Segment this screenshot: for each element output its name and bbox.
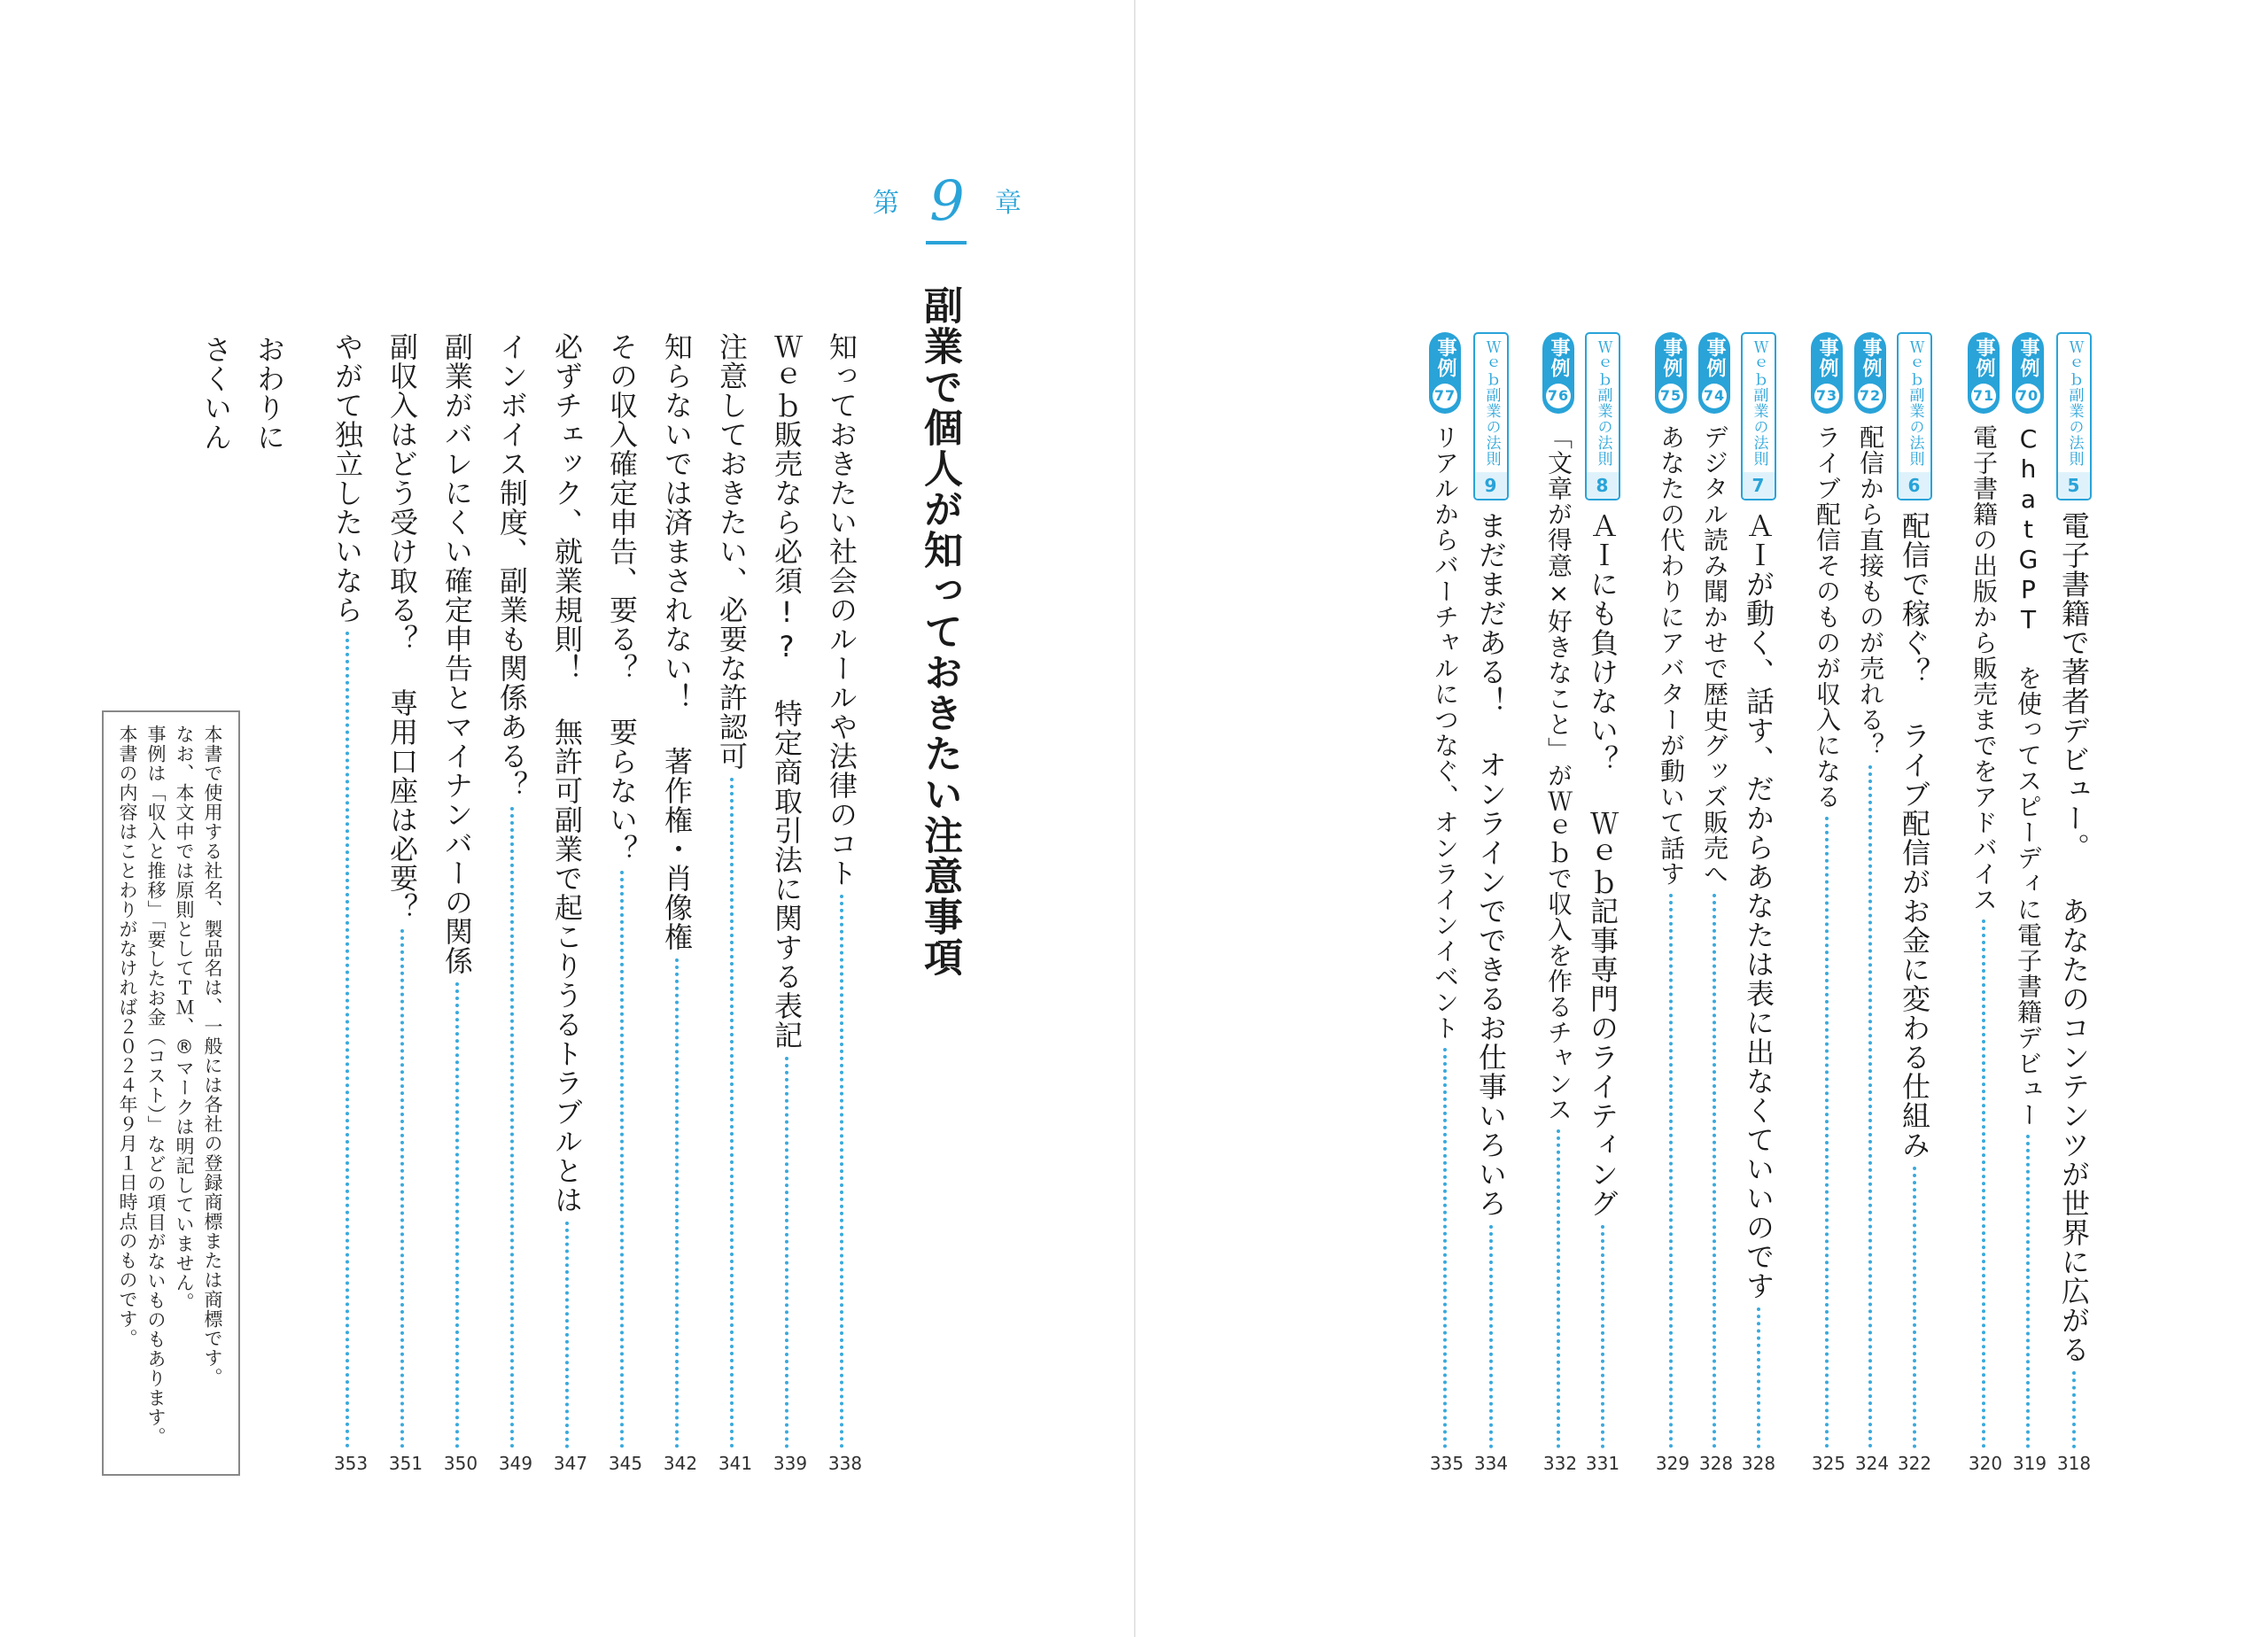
entry-title: あなたの代わりにアバターが動いて話す <box>1657 424 1686 887</box>
chapter-prefix: 第 <box>873 188 899 219</box>
chapter-rule <box>926 241 967 244</box>
badge-label: Ｗｅｂ副業の法則 <box>1750 339 1768 467</box>
entry-page-number: 331 <box>1585 1453 1620 1474</box>
leader-dots <box>346 632 349 1448</box>
leader-dots <box>1489 1225 1493 1448</box>
leader-dots <box>1982 919 1985 1448</box>
right-page <box>1137 0 2268 1637</box>
entry-title: ライブ配信そのものが収入になる <box>1813 424 1842 810</box>
note-line: 本書で使用する社名、製品名は、一般には各社の登録商標または商標です。 <box>202 725 223 1387</box>
leader-dots <box>455 982 459 1448</box>
leader-dots <box>1601 1225 1604 1448</box>
leader-dots <box>675 958 679 1448</box>
chapter-entry[interactable] <box>660 332 694 1457</box>
badge-label: 事例 <box>1660 337 1682 378</box>
leader-dots <box>1713 894 1716 1448</box>
badge-label: 事例 <box>1816 337 1838 378</box>
entry-title: その収入確定申告、要る？ 要らない？ <box>605 332 639 864</box>
entry-title: 知っておきたい社会のルールや法律のコト <box>825 332 858 888</box>
chapter-entry[interactable] <box>605 332 639 1457</box>
leader-dots <box>1913 1167 1916 1448</box>
entry-page-number: 318 <box>2056 1453 2092 1474</box>
entry-title: 配信から直接ものが売れる？ <box>1856 424 1885 758</box>
leader-dots <box>785 1057 788 1448</box>
chapter-number: 9 <box>929 168 965 233</box>
leader-dots <box>1557 1129 1560 1448</box>
badge-label: 事例 <box>1548 337 1570 378</box>
entry-page-number: 334 <box>1473 1453 1509 1474</box>
entry-page-number: 335 <box>1429 1453 1464 1474</box>
entry-page-number: 350 <box>443 1453 478 1474</box>
chapter-entry[interactable] <box>440 332 474 1457</box>
law-badge <box>2056 332 2092 500</box>
law-badge <box>1897 332 1932 500</box>
leader-dots <box>1868 765 1872 1448</box>
leader-dots <box>510 807 514 1448</box>
leader-dots <box>840 895 843 1448</box>
entry-title: まだまだある！ オンラインでできるお仕事いろいろ <box>1474 511 1508 1218</box>
entry-page-number: 332 <box>1542 1453 1578 1474</box>
chapter-entry[interactable] <box>495 332 529 1457</box>
badge-label: Ｗｅｂ副業の法則 <box>2065 339 2084 467</box>
leader-dots <box>730 778 734 1448</box>
case-badge <box>1542 332 1574 414</box>
toc-entry-case[interactable] <box>1698 332 1730 1457</box>
entry-page-number: 338 <box>827 1453 863 1474</box>
toc-entry-case[interactable] <box>1968 332 2000 1457</box>
book-gutter <box>1134 0 1136 1637</box>
case-badge <box>1854 332 1886 414</box>
toc-entry-law[interactable] <box>1585 332 1620 1457</box>
badge-number: 7 <box>1743 472 1775 499</box>
entry-title: 副収入はどう受け取る？ 専用口座は必要？ <box>385 332 419 922</box>
badge-number: 74 <box>1702 384 1727 408</box>
end-item-afterword[interactable]: おわりに <box>252 335 286 452</box>
law-badge <box>1473 332 1509 500</box>
entry-title: 注意しておきたい、必要な許認可 <box>715 332 749 771</box>
case-badge <box>1655 332 1687 414</box>
leader-dots <box>1757 1307 1760 1448</box>
leader-dots <box>620 871 624 1448</box>
entry-page-number: 328 <box>1741 1453 1776 1474</box>
note-line: 本書の内容はことわりがなければ２０２４年９月１日時点のものです。 <box>117 725 138 1348</box>
entry-page-number: 319 <box>2012 1453 2047 1474</box>
entry-page-number: 325 <box>1811 1453 1846 1474</box>
entry-title: デジタル読み聞かせで歴史グッズ販売へ <box>1700 424 1729 887</box>
entry-title: 「文章が得意×好きなこと」がＷｅｂで収入を作るチャンス <box>1544 424 1573 1122</box>
entry-page-number: 341 <box>718 1453 753 1474</box>
note-line: 事例は「収入と推移」「要したお金（コスト）」などの項目がないものもあります。 <box>145 725 167 1447</box>
badge-number: 72 <box>1858 384 1883 408</box>
badge-number: 75 <box>1658 384 1683 408</box>
badge-label: 事例 <box>1860 337 1882 378</box>
badge-label: 事例 <box>1973 337 1995 378</box>
toc-entry-law[interactable] <box>1473 332 1509 1457</box>
law-badge <box>1585 332 1620 500</box>
toc-entry-case[interactable] <box>1542 332 1574 1457</box>
toc-entry-case[interactable] <box>1854 332 1886 1457</box>
entry-title: インボイス制度、副業も関係ある？ <box>495 332 529 800</box>
badge-label: 事例 <box>1704 337 1726 378</box>
case-badge <box>1429 332 1461 414</box>
badge-number: 73 <box>1814 384 1839 408</box>
leader-dots <box>2072 1371 2076 1448</box>
end-item-index[interactable]: さくいん <box>199 335 233 452</box>
entry-page-number: 351 <box>388 1453 423 1474</box>
notes-box <box>102 710 240 1476</box>
entry-title: ＡＩにも負けない？ Ｗｅｂ記事専門のライティング <box>1586 511 1619 1218</box>
badge-number: 9 <box>1475 472 1507 499</box>
entry-page-number: 347 <box>553 1453 588 1474</box>
badge-label: Ｗｅｂ副業の法則 <box>1594 339 1612 467</box>
toc-entry-case[interactable] <box>1811 332 1843 1457</box>
case-badge <box>1811 332 1843 414</box>
entry-page-number: 324 <box>1854 1453 1890 1474</box>
badge-number: 76 <box>1546 384 1571 408</box>
entry-page-number: 342 <box>663 1453 698 1474</box>
entry-title: 電子書籍の出版から販売までをアドバイス <box>1969 424 1999 912</box>
badge-number: 8 <box>1587 472 1619 499</box>
badge-label: 事例 <box>1434 337 1456 378</box>
case-badge <box>1698 332 1730 414</box>
chapter-entry[interactable] <box>330 332 364 1457</box>
toc-entry-law[interactable] <box>1741 332 1776 1457</box>
badge-number: 71 <box>1971 384 1996 408</box>
entry-page-number: 322 <box>1897 1453 1932 1474</box>
entry-title: 電子書籍で著者デビュー。 あなたのコンテンツが世界に広がる <box>2057 511 2091 1364</box>
entry-title: Ｗｅｂ販売なら必須!? 特定商取引法に関する表記 <box>770 332 804 1050</box>
chapter-entry[interactable] <box>770 332 804 1457</box>
entry-page-number: 339 <box>773 1453 808 1474</box>
badge-label: Ｗｅｂ副業の法則 <box>1906 339 1924 467</box>
entry-page-number: 320 <box>1968 1453 2003 1474</box>
badge-label: 事例 <box>2017 337 2039 378</box>
badge-label: Ｗｅｂ副業の法則 <box>1482 339 1501 467</box>
leader-dots <box>565 1222 569 1448</box>
entry-title: ChatGPT を使ってスピーディに電子書籍デビュー <box>2014 424 2043 1128</box>
toc-entry-case[interactable] <box>2012 332 2044 1457</box>
entry-page-number: 349 <box>498 1453 533 1474</box>
chapter-label <box>873 168 1023 233</box>
toc-entry-case[interactable] <box>1655 332 1687 1457</box>
badge-number: 70 <box>2016 384 2040 408</box>
case-badge <box>2012 332 2044 414</box>
toc-entry-law[interactable] <box>1897 332 1932 1457</box>
toc-entry-case[interactable] <box>1429 332 1461 1457</box>
chapter-entry[interactable] <box>550 332 584 1457</box>
note-line: なお、本文中では原則としてＴＭ、®マークは明記していません。 <box>174 725 195 1312</box>
badge-number: 6 <box>1899 472 1930 499</box>
entry-title: リアルからバーチャルにつなぐ、オンラインイベント <box>1431 424 1460 1041</box>
toc-entry-law[interactable] <box>2056 332 2092 1457</box>
chapter-title: 副業で個人が知っておきたい注意事項 <box>917 285 962 978</box>
chapter-entry[interactable] <box>385 332 419 1457</box>
leader-dots <box>1443 1048 1447 1448</box>
leader-dots <box>1669 894 1673 1448</box>
leader-dots <box>2026 1135 2030 1448</box>
leader-dots <box>400 929 404 1448</box>
entry-title: 知らないでは済まされない！ 著作権・肖像権 <box>660 332 694 951</box>
entry-title: 必ずチェック、就業規則！ 無許可副業で起こりうるトラブルとは <box>550 332 584 1214</box>
entry-title: ＡＩが動く、話す、だからあなたは表に出なくていいのです <box>1742 511 1775 1300</box>
badge-number: 77 <box>1433 384 1457 408</box>
entry-title: 副業がバレにくい確定申告とマイナンバーの関係 <box>440 332 474 975</box>
chapter-suffix: 章 <box>995 188 1021 219</box>
badge-number: 5 <box>2058 472 2090 499</box>
law-badge <box>1741 332 1776 500</box>
entry-page-number: 353 <box>333 1453 369 1474</box>
chapter-entry[interactable] <box>715 332 749 1457</box>
entry-page-number: 345 <box>608 1453 643 1474</box>
case-badge <box>1968 332 2000 414</box>
entry-page-number: 329 <box>1655 1453 1690 1474</box>
chapter-entry[interactable] <box>827 332 856 1457</box>
entry-title: やがて独立したいなら <box>330 332 364 625</box>
entry-title: 配信で稼ぐ？ ライブ配信がお金に変わる仕組み <box>1898 511 1931 1160</box>
entry-page-number: 328 <box>1698 1453 1734 1474</box>
leader-dots <box>1825 817 1829 1448</box>
